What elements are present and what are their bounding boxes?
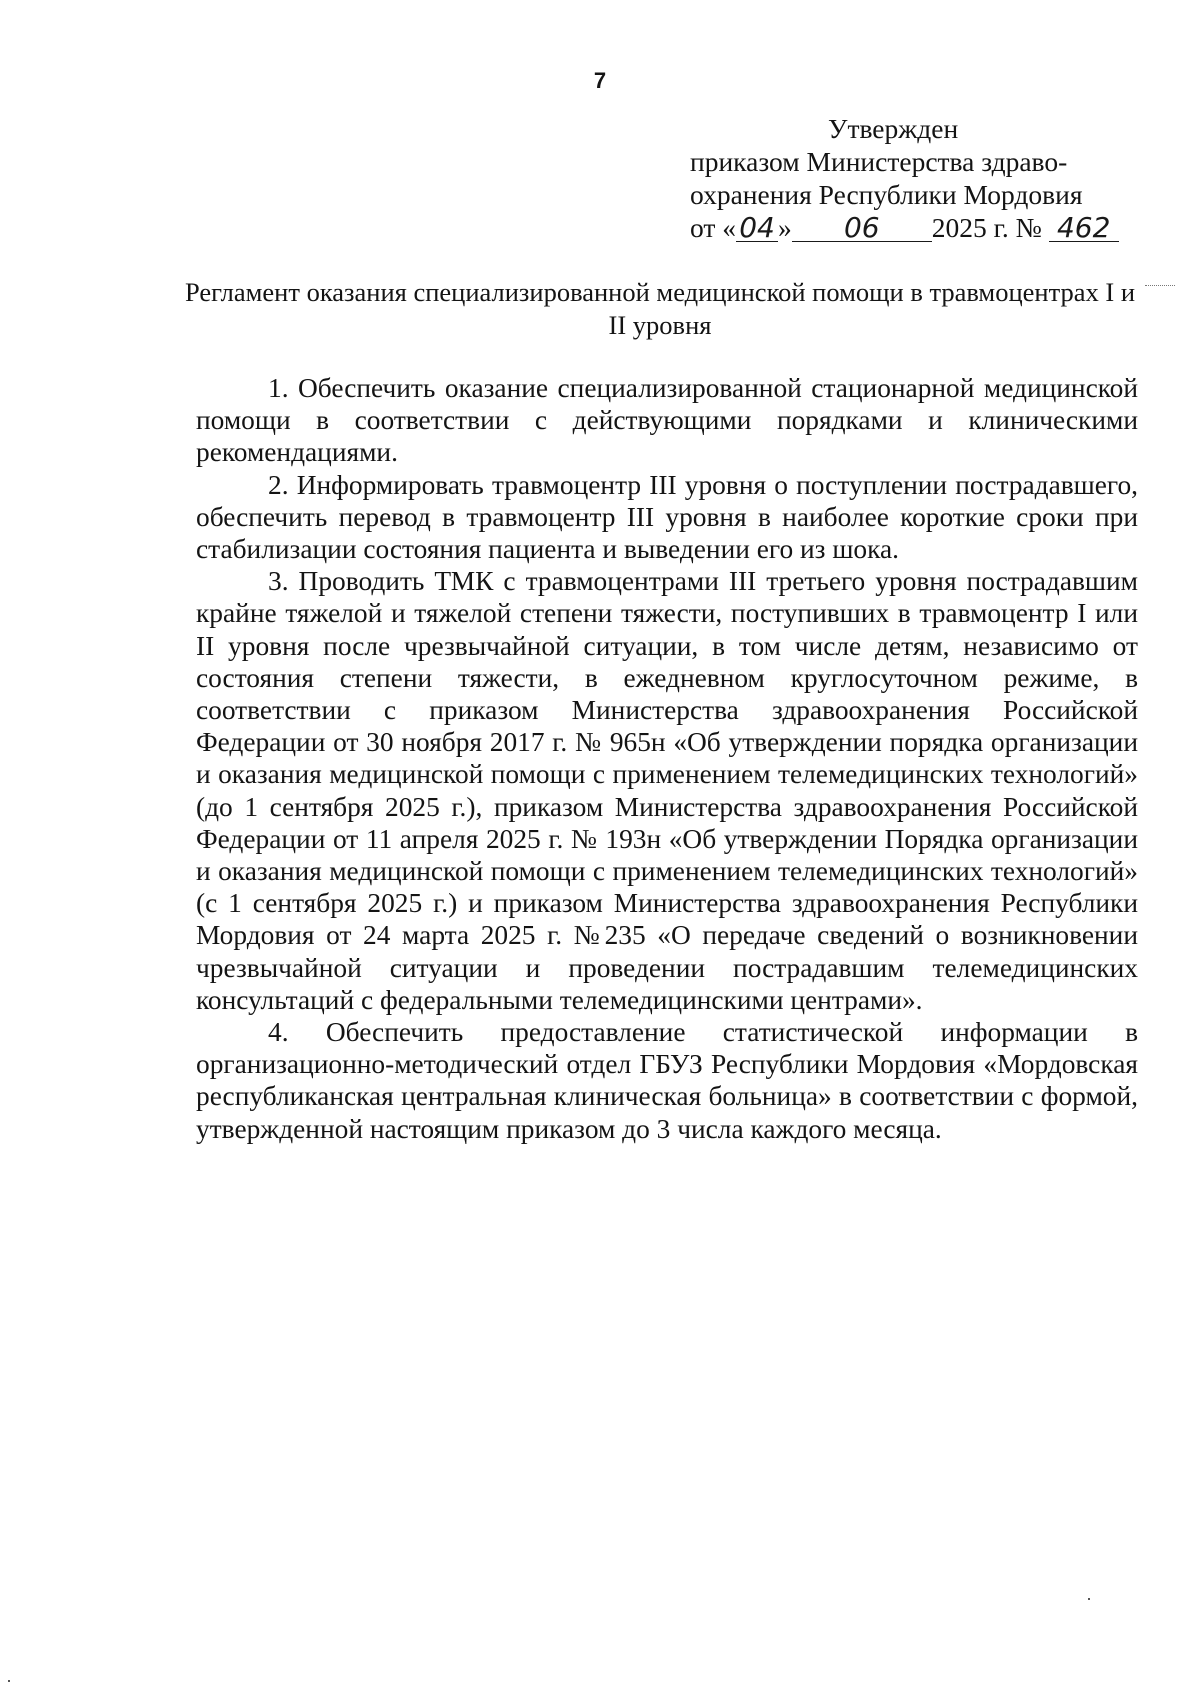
date-year-number-label: 2025 г. № — [931, 212, 1042, 243]
paragraph-4: 4. Обеспечить предоставление статистической информации в организационно-методический отдел ГБУЗ Республики Мордовия «Мордовская республиканская центральная клиническая больница» в соответствии с формой, утвержденной настоящим приказом до 3 числа каждого месяца. — [196, 1017, 1138, 1144]
paragraph-3: 3. Проводить ТМК с травмоцентрами III третьего уровня пострадавшим крайне тяжелой и тяжелой степени тяжести, поступивших в травмоцентр I или II уровня после чрезвычайной ситуации, в том числе детям, независимо от состояния степени тяжести, в ежедневном круглосуточном режиме, в соответствии с приказом Министерства здравоохранения Российской Федерации от 30 ноября 2017 г. № 965н «Об утверждении порядка организации и оказания медицинской помощи с применением телемедицинских технологий» (до 1 сентября 2025 г.), приказом Министерства здравоохранения Российской Федерации от 11 апреля 2025 г. № 193н «Об утверждении Порядка организации и оказания медицинской помощи с применением телемедицинских технологий» (с 1 сентября 2025 г.) и приказом Министерства здравоохранения Республики Мордовия от 24 марта 2025 г. №235 «О передаче сведений о возникновении чрезвычайной ситуации и проведении пострадавшим телемедицинских консультаций с федеральными телемедицинскими центрами». — [196, 566, 1138, 1015]
handwritten-day: 04 — [736, 215, 778, 242]
approval-date-line — [690, 211, 1120, 244]
scan-artifact-dot — [1088, 1598, 1090, 1600]
paragraph-1: 1. Обеспечить оказание специализированной стационарной медицинской помощи в соответствии с действующими порядками и клиническими рекомендациями. — [196, 373, 1138, 468]
document-title: Регламент оказания специализированной медицинской помощи в травмоцентрах I и II уровня — [184, 277, 1135, 340]
approval-line-1: приказом Министерства здраво- — [690, 146, 1068, 177]
page-number: 7 — [593, 68, 607, 93]
paragraph-2: 2. Информировать травмоцентр III уровня о поступлении пострадавшего, обеспечить перевод в травмоцентр III уровня в наиболее короткие сроки при стабилизации состояния пациента и выведении его из шока. — [196, 469, 1138, 565]
approval-line-2: охранения Республики Мордовия — [690, 179, 1083, 210]
document-body — [196, 372, 1138, 1145]
handwritten-order-number: 462 — [1049, 215, 1119, 242]
approval-title: Утвержден — [828, 113, 959, 144]
scan-artifact-dot — [8, 1680, 10, 1682]
date-prefix: от « — [690, 212, 737, 243]
date-day-suffix: » — [778, 212, 792, 243]
scan-artifact — [1145, 285, 1175, 286]
approval-block — [690, 112, 1120, 244]
handwritten-month: 06 — [792, 215, 932, 242]
